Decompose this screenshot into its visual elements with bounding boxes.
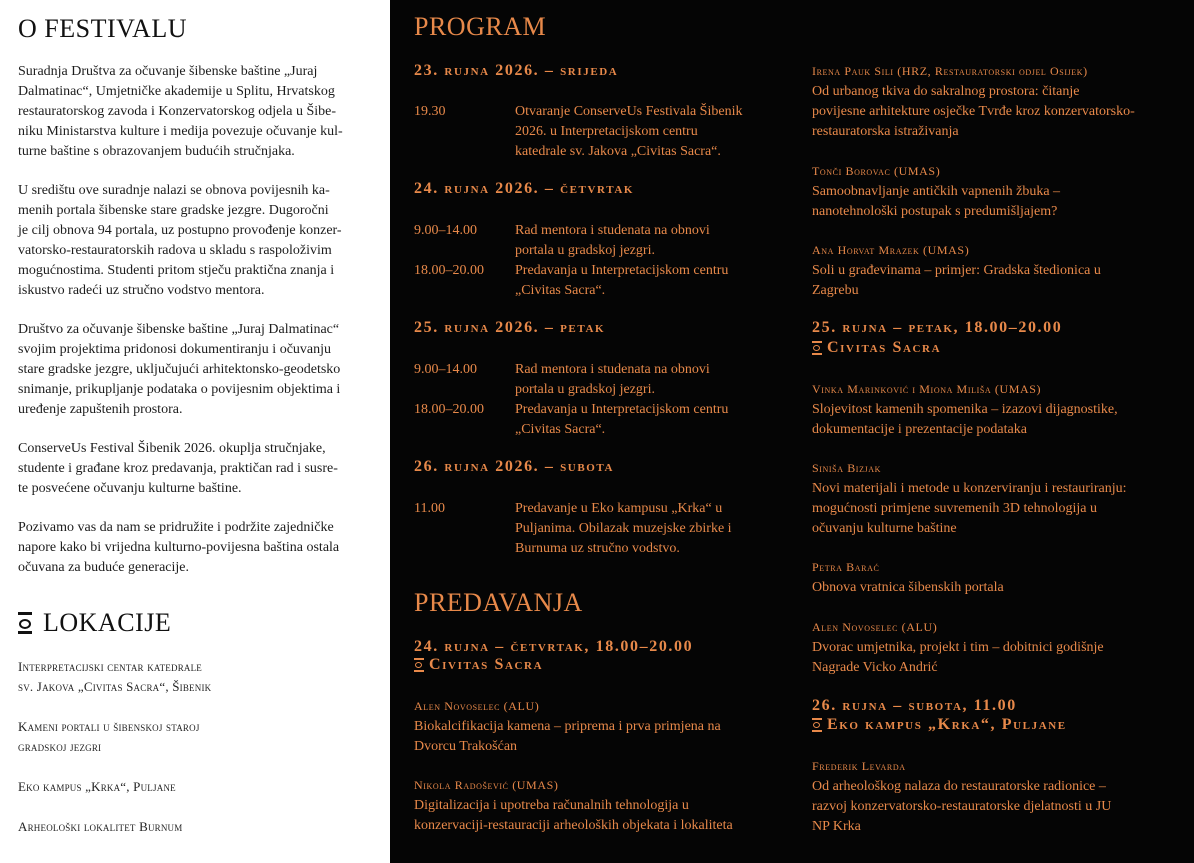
session-venue — [812, 339, 941, 357]
speaker-name: Ana Horvat Mrazek (UMAS) — [812, 243, 970, 257]
location-item — [18, 777, 358, 797]
location-marker-icon — [18, 612, 32, 634]
text-line: Rad mentora i studenata na obnovi — [515, 362, 710, 377]
talk-title — [812, 400, 1182, 440]
talk-title — [812, 777, 1182, 837]
festival-title: O FESTIVALU — [18, 14, 187, 43]
text-line: Od urbanog tkiva do sakralnog prostora: čitanje — [812, 84, 1080, 99]
speaker-name: Vinka Marinković i Miona Miliša (UMAS) — [812, 382, 1042, 396]
text-line: U središtu ove suradnje nalazi se obnova povijesnih ka- — [18, 183, 330, 198]
speaker-name: Siniša Bizjak — [812, 461, 882, 475]
festival-info-panel — [0, 0, 390, 863]
talk-title — [812, 578, 1182, 598]
speaker-name: Alen Novoselec (ALU) — [812, 620, 938, 634]
program-title: PROGRAM — [414, 12, 547, 41]
text-line: gradskoj jezgri — [18, 739, 102, 754]
speaker-name: Tonči Borovac (UMAS) — [812, 164, 941, 178]
text-line: Digitalizacija i upotreba računalnih tehnologija u — [414, 798, 689, 813]
text-line: portala u gradskoj jezgri. — [515, 382, 655, 397]
text-line: očuvanju kulturne baštine — [812, 521, 957, 536]
speaker-name: Frederik Levarda — [812, 759, 906, 773]
text-line: studente i građane kroz predavanja, praktičan rad i susre- — [18, 461, 338, 476]
event-description — [515, 360, 775, 400]
location-item — [18, 717, 358, 757]
text-line: stare gradske jezgre, uključujući arhitektonsko-geodetsko — [18, 362, 341, 377]
text-line: Samoobnavljanje antičkih vapnenih žbuka – — [812, 184, 1061, 199]
text-line: menih portala šibenske stare gradske jezgre. Dugoročni — [18, 203, 329, 218]
program-day-heading: 25. rujna 2026. – petak — [414, 319, 606, 336]
text-line: NP Krka — [812, 819, 861, 834]
event-description — [515, 261, 775, 301]
text-line: niku Ministarstva kulture i medija povezuje očuvanje kul- — [18, 124, 343, 139]
text-line: Slojevitost kamenih spomenika – izazovi dijagnostike, — [812, 402, 1118, 417]
event-time: 9.00–14.00 — [414, 362, 477, 377]
talk-title — [414, 796, 784, 836]
lokacije-title: LOKACIJE — [43, 608, 172, 637]
location-marker-icon — [812, 718, 822, 732]
talk-title — [812, 638, 1182, 678]
event-time: 18.00–20.00 — [414, 263, 484, 278]
text-line: Puljanima. Obilazak muzejske zbirke i — [515, 521, 732, 536]
text-line: Suradnja Društva za očuvanje šibenske baštine „Juraj — [18, 64, 318, 79]
event-description — [515, 400, 775, 440]
text-line: te posvećene očuvanju kulturne baštine. — [18, 481, 242, 496]
text-line: turne baštine s obrazovanjem budućih stručnjaka. — [18, 144, 295, 159]
text-line: iskustvo radeći uz stručno vodstvo mentora. — [18, 283, 265, 298]
text-line: „Civitas Sacra“. — [515, 422, 606, 437]
text-line: svojim projektima pridonosi dokumentiranju i očuvanju — [18, 342, 332, 357]
text-line: Predavanja u Interpretacijskom centru — [515, 402, 729, 417]
predavanja-title: PREDAVANJA — [414, 588, 583, 617]
text-line: 2026. u Interpretacijskom centru — [515, 124, 698, 139]
festival-paragraph-2 — [18, 181, 368, 301]
text-line: snimanje, prikupljanje podataka o povijesnim objektima i — [18, 382, 341, 397]
text-line: Soli u građevinama – primjer: Gradska štedionica u — [812, 263, 1101, 278]
program-day-heading: 26. rujna 2026. – subota — [414, 458, 615, 475]
location-marker-icon — [812, 341, 822, 355]
text-line: Pozivamo vas da nam se pridružite i podržite zajedničke — [18, 520, 334, 535]
text-line: Burnuma uz stručno vodstvo. — [515, 541, 680, 556]
venue-label: Civitas Sacra — [429, 656, 544, 673]
festival-paragraph-1 — [18, 62, 368, 162]
text-line: je cilj obnova 94 portala, uz postupno provođenje konzer- — [18, 223, 342, 238]
text-line: mogućnosti primjene suvremenih 3D tehnologija u — [812, 501, 1098, 516]
text-line: Arheološki lokalitet Burnum — [18, 819, 183, 834]
text-line: razvoj konzervatorsko-restauratorske djelatnosti u JU — [812, 799, 1112, 814]
text-line: mogućnostima. Studenti pritom stječu praktična znanja i — [18, 263, 335, 278]
text-line: dokumentacije i prezentacije podataka — [812, 422, 1027, 437]
speaker-name: Nikola Radošević (UMAS) — [414, 778, 559, 792]
talk-title — [414, 717, 784, 757]
text-line: Društvo za očuvanje šibenske baštine „Juraj Dalmatinac“ — [18, 322, 340, 337]
program-day-heading: 24. rujna 2026. – četvrtak — [414, 180, 635, 197]
lokacije-header — [18, 608, 171, 638]
talk-title — [812, 82, 1182, 142]
text-line: vatorsko-restauratorskih radova u skladu s raspoloživim — [18, 243, 332, 258]
text-line: restauratorska istraživanja — [812, 124, 959, 139]
text-line: Obnova vratnica šibenskih portala — [812, 580, 1004, 595]
text-line: Dalmatinac“, Umjetničke akademije u Splitu, Hrvatskog — [18, 84, 335, 99]
text-line: očuvana za buduće generacije. — [18, 560, 190, 575]
text-line: konzervaciji-restauraciji arheoloških objekata i lokaliteta — [414, 818, 733, 833]
event-description — [515, 102, 775, 162]
speaker-name: Irena Pauk Sili (HRZ, Restauratorski odjel Osijek) — [812, 64, 1088, 78]
text-line: Predavanje u Eko kampusu „Krka“ u — [515, 501, 723, 516]
text-line: Interpretacijski centar katedrale — [18, 659, 202, 674]
session-venue — [414, 656, 543, 674]
talk-title — [812, 261, 1182, 301]
text-line: Nagrade Vicko Andrić — [812, 660, 938, 675]
location-item — [18, 817, 358, 837]
text-line: Dvorac umjetnika, projekt i tim – dobitnici godišnje — [812, 640, 1104, 655]
session-venue — [812, 716, 1067, 734]
talk-title — [812, 479, 1182, 539]
talk-title — [812, 182, 1182, 222]
text-line: portala u gradskoj jezgri. — [515, 243, 655, 258]
program-day-heading: 23. rujna 2026. – srijeda — [414, 62, 619, 79]
event-time: 18.00–20.00 — [414, 402, 484, 417]
session-day-heading: 24. rujna – četvrtak, 18.00–20.00 — [414, 638, 694, 655]
festival-paragraph-3 — [18, 320, 368, 420]
text-line: nanotehnološki postupak s predumišljajem? — [812, 204, 1058, 219]
text-line: uređenje zapuštenih prostora. — [18, 402, 183, 417]
event-description — [515, 221, 775, 261]
text-line: Novi materijali i metode u konzerviranju i restauriranju: — [812, 481, 1127, 496]
text-line: Zagrebu — [812, 283, 859, 298]
event-time: 9.00–14.00 — [414, 223, 477, 238]
festival-paragraph-5 — [18, 518, 368, 578]
text-line: sv. Jakova „Civitas Sacra“, Šibenik — [18, 679, 212, 694]
venue-label: Eko kampus „Krka“, Puljane — [827, 716, 1067, 733]
text-line: napore kako bi vrijedna kulturno-povijesna baština ostala — [18, 540, 340, 555]
session-day-heading: 25. rujna – petak, 18.00–20.00 — [812, 319, 1063, 336]
text-line: povijesne arhitekture osječke Tvrđe kroz konzervatorsko- — [812, 104, 1135, 119]
event-time: 19.30 — [414, 104, 446, 119]
venue-label: Civitas Sacra — [827, 339, 942, 356]
text-line: Eko kampus „Krka“, Puljane — [18, 779, 176, 794]
text-line: Kameni portali u šibenskoj staroj — [18, 719, 200, 734]
event-description — [515, 499, 775, 559]
session-day-heading: 26. rujna – subota, 11.00 — [812, 697, 1017, 714]
location-marker-icon — [414, 658, 424, 672]
text-line: Biokalcifikacija kamena – priprema i prva primjena na — [414, 719, 721, 734]
text-line: Rad mentora i studenata na obnovi — [515, 223, 710, 238]
speaker-name: Petra Barać — [812, 560, 880, 574]
text-line: Otvaranje ConserveUs Festivala Šibenik — [515, 104, 743, 119]
text-line: ConserveUs Festival Šibenik 2026. okuplja stručnjake, — [18, 441, 326, 456]
speaker-name: Alen Novoselec (ALU) — [414, 699, 540, 713]
text-line: Predavanja u Interpretacijskom centru — [515, 263, 729, 278]
location-item — [18, 657, 358, 697]
text-line: „Civitas Sacra“. — [515, 283, 606, 298]
text-line: katedrale sv. Jakova „Civitas Sacra“. — [515, 144, 721, 159]
text-line: Od arheološkog nalaza do restauratorske radionice – — [812, 779, 1106, 794]
festival-paragraph-4 — [18, 439, 368, 499]
program-panel — [390, 0, 1194, 863]
text-line: restauratorskog zavoda i Konzervatorskog odjela u Šibe- — [18, 104, 337, 119]
text-line: Dvorcu Trakošćan — [414, 739, 518, 754]
event-time: 11.00 — [414, 501, 445, 516]
